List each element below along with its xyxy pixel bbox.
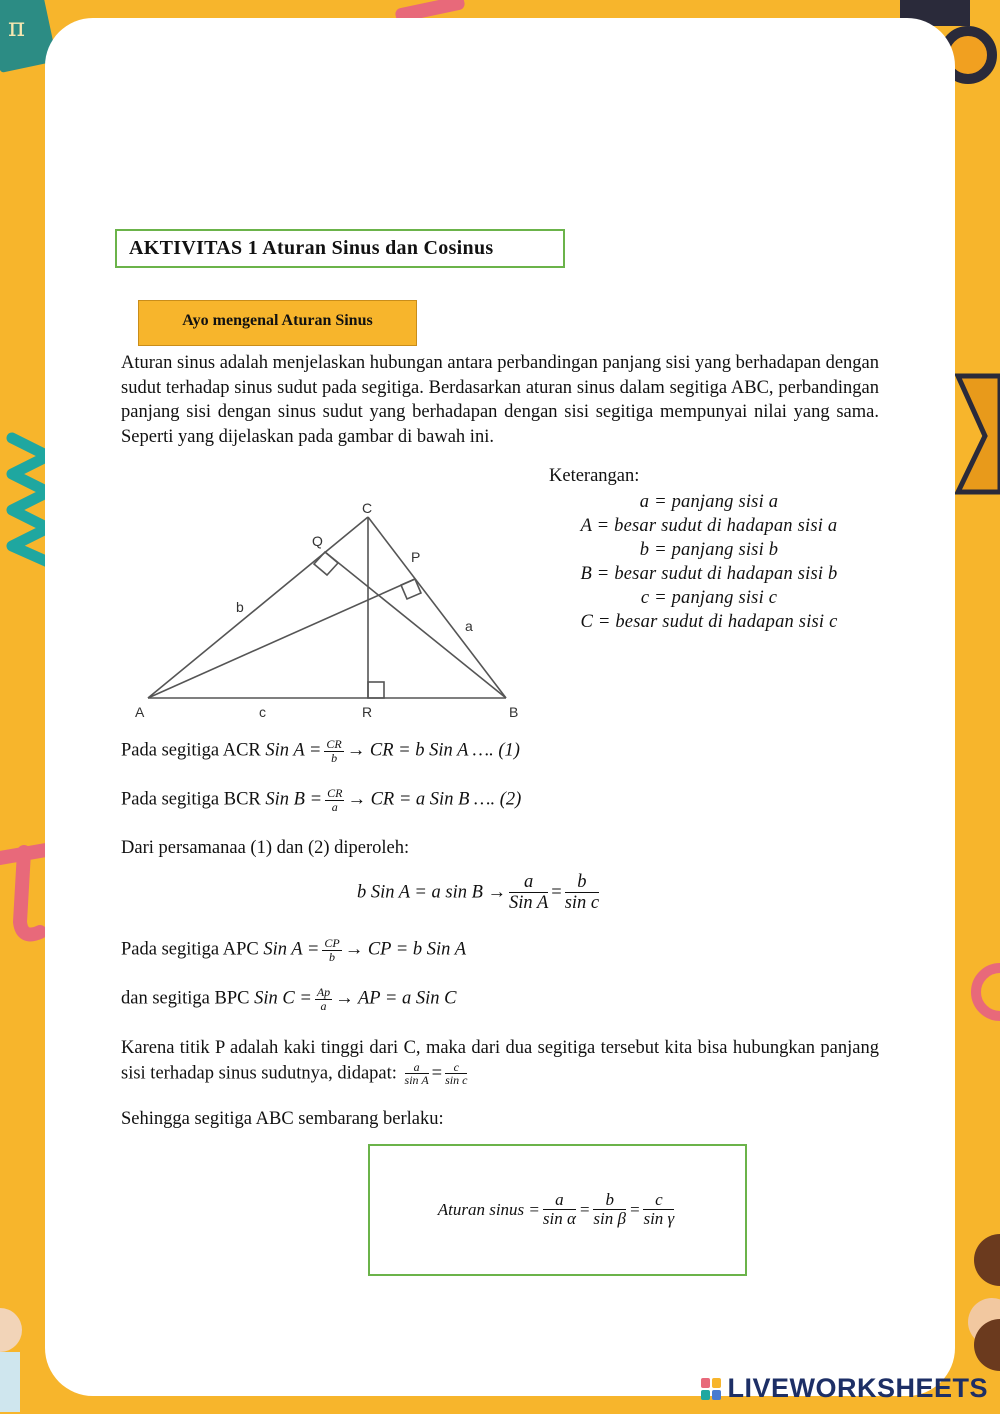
keterangan-item: B = besar sudut di hadapan sisi b [580,564,838,584]
keterangan-item: A = besar sudut di hadapan sisi a [580,516,838,536]
activity-title: AKTIVITAS 1 Aturan Sinus dan Cosinus [115,229,565,268]
side-bc [368,517,506,698]
intro-paragraph: Aturan sinus adalah menjelaskan hubungan antara perbandingan panjang sisi yang berhadapan dengan sudut terhadap sinus sudut pada segitiga. Berdasarkan aturan sinus dalam segitiga ABC, perbandingan panjang sisi dengan sinus sudut yang berhadapan dengan sisi segitiga mempunyai nilai yang sama. Seperti yang dijelaskan pada gambar di bawah ini. [121,353,879,447]
altitude-bq [325,552,506,698]
sehingga-text: Sehingga segitiga ABC sembarang berlaku: [121,1109,444,1129]
pink-ring-decoration [976,968,1000,1016]
fraction: $\frac{CR}{b}$ [326,737,342,765]
liveworksheets-logo[interactable] [701,1373,988,1404]
derive-text: Dari persamanaa (1) dan (2) diperoleh: [121,838,410,858]
vertex-label-r: R [362,704,373,720]
fraction: $\frac{b}{\text{sin c}}$ [564,872,600,914]
right-angle-r [368,682,384,698]
keterangan-item: C = besar sudut di hadapan sisi c [580,612,838,632]
zigzag-decoration [12,438,48,562]
sine-rule-label: Aturan sinus = [437,1200,540,1219]
side-ac [148,517,368,698]
fraction: $\frac{Ap}{a}$ [316,985,331,1013]
keterangan-item: c = panjang sisi c [640,588,778,608]
fraction: $\frac{a}{\text{sin A}}$ [404,1059,429,1088]
watermark-text: LIVEWORKSHEETS [727,1373,988,1403]
fraction: $\frac{c}{\text{sin γ}}$ [643,1190,675,1229]
keterangan-heading: Keterangan: [549,466,640,486]
sigma-decoration [958,376,1000,492]
keterangan-item: b = panjang sisi b [639,540,779,560]
side-label-b: b [236,599,244,615]
vertex-label-c: C [362,500,373,516]
liveworksheets-icon [701,1378,721,1400]
karena-paragraph: Karena titik P adalah kaki tinggi dari C, maka dari dua segitiga tersebut kita bisa hubungkan panjang sisi terhadap sinus sudutnya, didapat: $\frac{a}{\text{sin A}}$ = $\frac{c}{\text{sin c}}$ [121,1038,879,1088]
cartoon-child-decoration [968,1234,1000,1371]
vertex-label-q: Q [312,533,323,549]
side-label-a: a [465,618,473,634]
fraction: $\frac{CP}{b}$ [324,936,340,964]
equation-1: Pada segitiga ACR Sin A = $\frac{CR}{b}$ → CR = b Sin A …. (1) [121,737,520,765]
sine-rule-box: Aturan sinus = $\frac{a}{\text{sin α}}$ = $\frac{b}{\text{sin β}}$ = $\frac{c}{\text{sin γ}}$ [368,1144,747,1276]
equation-5: dan segitiga BPC Sin C = $\frac{Ap}{a}$ → AP = a Sin C [121,985,457,1013]
fraction: $\frac{CR}{a}$ [327,786,343,814]
fraction: $\frac{b}{\text{sin β}}$ [593,1190,626,1229]
section-label: Ayo mengenal Aturan Sinus [138,300,417,346]
tau-decoration [0,850,46,934]
fraction: $\frac{c}{\text{sin c}}$ [445,1059,468,1088]
fraction: $\frac{a}{\text{Sin A}}$ [509,872,549,914]
keterangan-item: a = panjang sisi a [639,492,779,512]
keterangan-list [549,490,869,634]
triangle-figure [125,495,535,725]
right-angle-q [314,552,338,575]
vertex-label-p: P [411,549,421,565]
vertex-label-a: A [135,704,145,720]
cartoon-person-decoration [0,1308,22,1412]
equation-2: Pada segitiga BCR Sin B = $\frac{CR}{a}$ → CR = a Sin B …. (2) [121,786,522,814]
equation-4: Pada segitiga APC Sin A = $\frac{CP}{b}$ → CP = b Sin A [121,936,466,964]
vertex-label-b: B [509,704,519,720]
equation-3: b Sin A = a sin B → $\frac{a}{\text{Sin A}}$ = $\frac{b}{\text{sin c}}$ [357,872,600,914]
altitude-ap [148,579,415,698]
svg-text:π: π [8,13,26,43]
fraction: $\frac{a}{\text{sin α}}$ [542,1190,576,1229]
side-label-c: c [259,704,266,720]
